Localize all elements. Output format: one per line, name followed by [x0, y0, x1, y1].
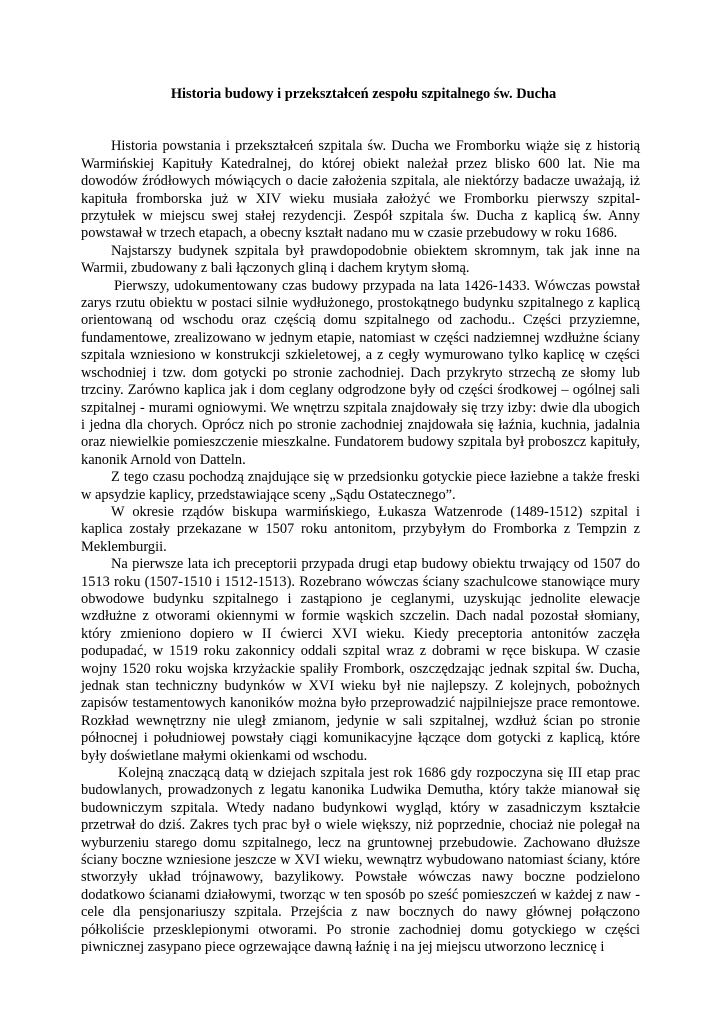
paragraph-origins: Historia powstania i przekształceń szpitala św. Ducha we Fromborku wiąże się z historią Warmińskiej Kapituły Katedralnej, do której obiekt należał przez blisko 600 lat. Nie ma dowodów źródłowych mówiących o dacie założenia szpitala, ale niektórzy badacze uważają, iż kapituła fromborska już w XIV wieku musiała założyć we Fromborku pierwszy szpital-przytułek w miejscu swej stałej rezydencji. Zespół szpitala św. Ducha z kaplicą św. Anny powstawał w trzech etapach, a obecny kształt nadano mu w czasie przebudowy w roku 1686. — [81, 138, 640, 242]
document-page — [81, 86, 640, 957]
paragraph-third-stage: Kolejną znaczącą datą w dziejach szpitala jest rok 1686 gdy rozpoczyna się III etap prac budowlanych, prowadzonych z legatu kanonika Ludwika Demutha, który także mianował się budowniczym szpitala. Wtedy nadano budynkowi wygląd, który w zasadniczym kształcie przetrwał do dziś. Zakres tych prac był o wiele większy, niż poprzednie, chociaż nie polegał na wyburzeniu starego domu szpitalnego, lecz na gruntownej przebudowie. Zachowano dłuższe ściany boczne wzniesione jeszcze w XVI wieku, wewnątrz wybudowano natomiast ściany, które stworzyły układ trójnawowy, bazylikowy. Powstałe wówczas nawy boczne podzielono dodatkowo ścianami działowymi, tworząc w ten sposób po sześć pomieszczeń w każdej z naw - cele dla pensjonariuszy szpitala. Przejścia z naw bocznych do nawy głównej połączono półkoliście przesklepionymi otworami. Po stronie zachodniej domu gotyckiego w części piwnicznej zasypano piece ogrzewające dawną łaźnię i na jej miejscu utworzono lecznicę i — [81, 765, 640, 956]
paragraph-antonites: W okresie rządów biskupa warmińskiego, Łukasza Watzenrode (1489-1512) szpital i kaplica zostały przekazane w 1507 roku antonitom, przybyłym do Fromborka z Tempzin z Meklemburgii. — [81, 503, 640, 555]
paragraph-frescoes: Z tego czasu pochodzą znajdujące się w przedsionku gotyckie piece łaziebne a także freski w apsydzie kaplicy, przedstawiające sceny „Sądu Ostatecznego”. — [81, 469, 640, 503]
paragraph-second-stage: Na pierwsze lata ich preceptorii przypada drugi etap budowy obiektu trwający od 1507 do 1513 roku (1507-1510 i 1512-1513). Rozebrano wówczas ściany szachulcowe stanowiące mury obwodowe budynku szpitalnego i zastąpiono je ceglanymi, uzyskując jednolite elewacje wzdłużne z otworami okiennymi w formie wąskich szczelin. Dach nadal pozostał słomiany, który zmieniono dopiero w II ćwierci XVI wieku. Kiedy preceptoria antonitów zaczęła podupadać, w 1519 roku zakonnicy oddali szpital wraz z dobrami w ręce biskupa. W czasie wojny 1520 roku wojska krzyżackie spaliły Frombork, oszczędzając jednak szpital św. Ducha, jednak stan techniczny budynków w XVI wieku był nie najlepszy. Z kolejnych, pobożnych zapisów testamentowych kanoników można było przeprowadzić najpilniejsze prace remontowe. Rozkład wewnętrzny nie uległ zmianom, jedynie w sali szpitalnej, wzdłuż ścian po stronie północnej i południowej powstały ciągi komunikacyjne łączące dom gotycki z kaplicą, które były doświetlane małymi okienkami od wschodu. — [81, 556, 640, 764]
paragraph-oldest-building: Najstarszy budynek szpitala był prawdopodobnie obiektem skromnym, tak jak inne na Warmii, zbudowany z bali łączonych gliną i dachem krytym słomą. — [81, 242, 640, 277]
document-title: Historia budowy i przekształceń zespołu szpitalnego św. Ducha — [170, 86, 557, 102]
paragraph-first-construction: Pierwszy, udokumentowany czas budowy przypada na lata 1426-1433. Wówczas powstał zarys rzutu obiektu w postaci silnie wydłużonego, prostokątnego budynku szpitalnego z kaplicą orientowaną od wschodu oraz częścią domu szpitalnego od zachodu.. Części przyziemne, fundamentowe, zrealizowano w jednym etapie, natomiast w części nadziemnej wzdłużne ściany szpitala wzniesiono w konstrukcji szkieletowej, a z cegły wymurowano tylko kaplicę w części wschodniej i tzw. dom gotycki po stronie zachodniej. Dach przykryto strzechą ze słomy lub trzciny. Zarówno kaplica jak i dom ceglany odgrodzone były od części środkowej – ogólnej sali szpitalnej - murami ogniowymi. We wnętrzu szpitala znajdowały się trzy izby: dwie dla ubogich i jedna dla chorych. Oprócz nich po stronie zachodniej znajdowała się łaźnia, kuchnia, jadalnia oraz niewielkie pomieszczenie mieszkalne. Fundatorem budowy szpitala był proboszcz kapituły, kanonik Arnold von Datteln. — [81, 277, 640, 468]
